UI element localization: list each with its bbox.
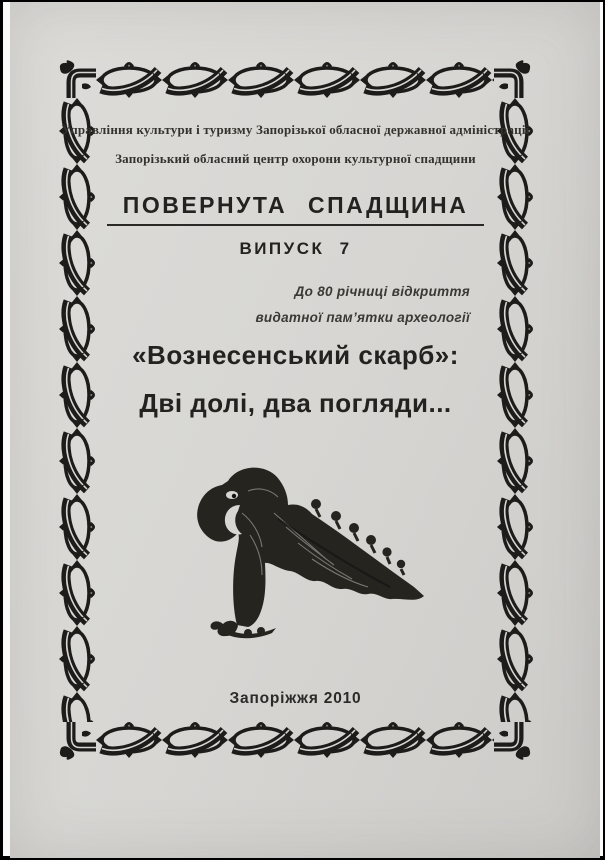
publisher-line-1: [59, 122, 532, 138]
main-title-line-1: [59, 340, 532, 371]
ornament-border-bottom: [96, 721, 494, 759]
eagle-figurine-illustration: [178, 443, 428, 660]
publisher-line-2-text: Запорізький обласний центр охорони культурної спадщини: [115, 151, 476, 166]
main-title-line-2: [59, 388, 532, 419]
imprint-text: Запоріжжя 2010: [229, 690, 362, 707]
main-title-line-1-text: «Вознесенський скарб»:: [132, 340, 459, 370]
dedication-line-2: видатної пам’ятки археології: [255, 310, 470, 325]
publisher-line-2: [59, 151, 532, 167]
dedication-line-1: До 80 річниці відкриття: [294, 284, 470, 299]
ornament-corner-bottom-right: [494, 722, 532, 760]
series-title: [59, 192, 532, 226]
ornament-corner-top-left: [58, 60, 96, 98]
ornament-corner-top-right: [494, 60, 532, 98]
imprint: [59, 690, 532, 708]
eagle-eye: [226, 491, 238, 499]
ornament-corner-bottom-left: [58, 722, 96, 760]
issue-label-text: ВИПУСК 7: [239, 239, 352, 258]
issue-label: [59, 239, 532, 259]
publisher-line-1-text: Управління культури і туризму Запорізької обласної державної адміністрації: [61, 122, 530, 137]
dedication-block: [96, 279, 470, 331]
main-title-line-2-text: Дві долі, два погляди...: [139, 388, 452, 418]
series-title-text: ПОВЕРНУТА СПАДЩИНА: [107, 192, 484, 226]
ornament-border-top: [96, 61, 494, 99]
